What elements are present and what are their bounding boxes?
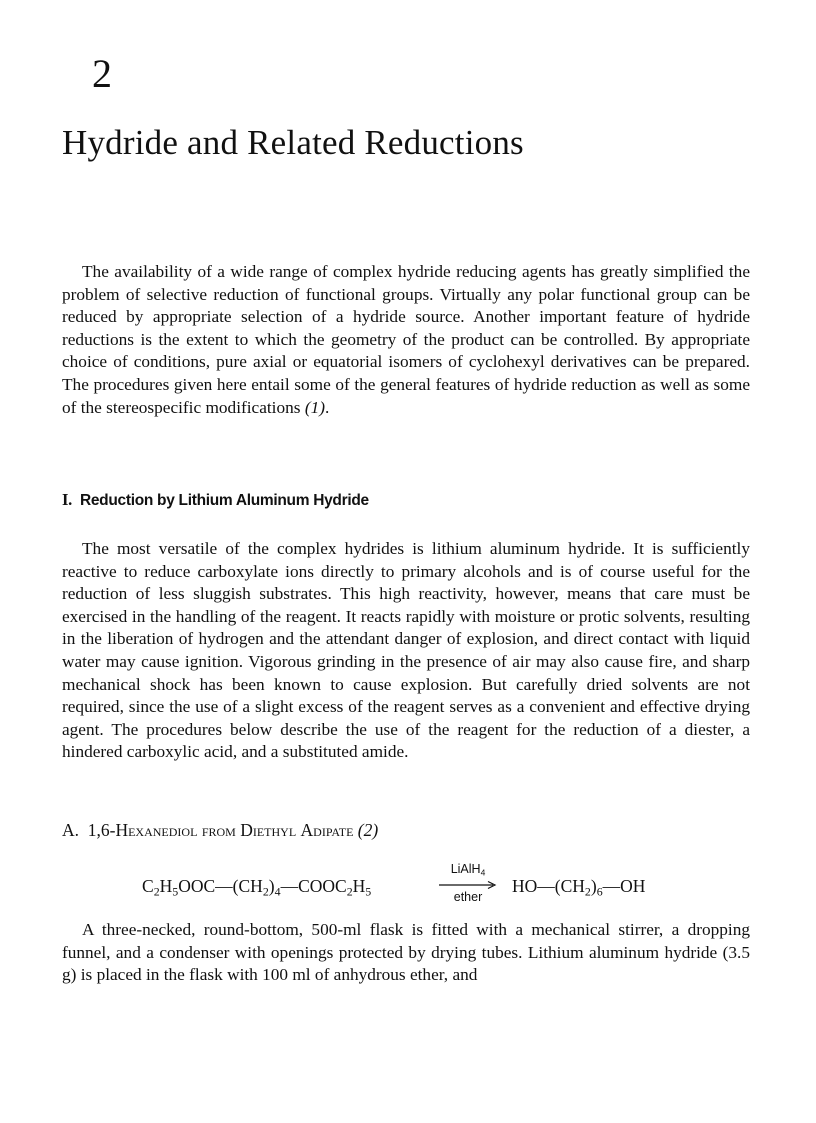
chapter-number: 2	[92, 51, 112, 96]
eq-sub: 5	[172, 884, 179, 899]
subsection-reference: (2)	[357, 820, 379, 840]
procedure-paragraph: A three-necked, round-bottom, 500-ml flask is fitted with a mechanical stirrer, a dropping funnel, and a condenser with openings protected by drying tubes. Lithium aluminum hydride (3.5 g) is placed in the flask with 100 ml of anhydrous ether, and	[62, 920, 750, 985]
eq-h: H	[352, 876, 366, 896]
reagent-sub: 4	[480, 867, 486, 878]
subsection-letter: A.	[62, 820, 80, 840]
intro-end: .	[324, 397, 330, 417]
reagent-label	[437, 862, 499, 876]
eq-chain: OOC—(CH	[178, 876, 263, 896]
eq-product-tail: —OH	[602, 876, 646, 896]
eq-h: H	[159, 876, 173, 896]
equation-product	[512, 876, 645, 897]
eq-paren: )	[268, 876, 275, 896]
subsection-reactant-2: Adipate	[300, 820, 354, 840]
eq-sub: 5	[365, 884, 372, 899]
eq-sub: 2	[262, 884, 269, 899]
eq-sub: 2	[346, 884, 353, 899]
reagent-formula: LiAlH	[450, 862, 481, 876]
subsection-compound: Hexanediol	[115, 820, 198, 840]
solvent-label: ether	[453, 890, 483, 904]
subsection-reactant-1: Diethyl	[240, 820, 297, 840]
eq-sub: 2	[153, 884, 160, 899]
section-number: I.	[62, 490, 72, 509]
equation-reactant	[142, 876, 371, 897]
subsection-num: 1,6-	[87, 820, 116, 840]
section-title: Reduction by Lithium Aluminum Hydride	[79, 492, 369, 509]
eq-ester: —COOC	[280, 876, 347, 896]
section-paragraph: The most versatile of the complex hydrides is lithium aluminum hydride. It is sufficiently reactive to reduce carboxylate ions directly to primary alcohols and is of course useful for the reduction of less sluggish substrates. This high reactivity, however, means that care must be exercised in the handling of the reagent. It reacts rapidly with moisture or protic solvents, resulting in the liberation of hydrogen and the attendant danger of explosion, and direct contact with liquid water may cause ignition. Vigorous grinding in the presence of air may also cause fire, and sharp mechanical shock has been known to cause explosion. But carefully dried solvents are not required, since the use of a slight excess of the reagent serves as a convenient and effective drying agent. The procedures below describe the use of the reagent for the reduction of a diester, a hindered carboxylic acid, and a substituted amide.	[62, 539, 750, 762]
subsection-heading	[62, 819, 378, 841]
reaction-equation	[142, 862, 702, 912]
reaction-arrow-icon	[439, 880, 497, 890]
eq-sub: 4	[274, 884, 281, 899]
eq-sub: 6	[596, 884, 603, 899]
intro-reference: (1)	[304, 397, 325, 417]
reaction-arrow-group	[437, 862, 499, 912]
intro-text: The availability of a wide range of complex hydride reducing agents has greatly simplified the problem of selective reduction of functional groups. Virtually any polar functional group can be reduced by appropriate selection of a hydride source. Another important feature of hydride reductions is the extent to which the geometry of the product can be controlled. By appropriate choice of conditions, pure axial or equatorial isomers of cyclohexyl derivatives can be prepared. The procedures given here entail some of the general features of hydride reduction as well as some of the stereospecific modifications	[62, 262, 750, 417]
eq-c: C	[142, 876, 154, 896]
intro-paragraph	[62, 261, 750, 419]
eq-product-head: HO—(CH	[512, 876, 585, 896]
eq-paren: )	[590, 876, 597, 896]
chapter-title: Hydride and Related Reductions	[62, 123, 524, 162]
subsection-from: from	[201, 820, 236, 840]
section-heading	[62, 490, 369, 511]
eq-sub: 2	[584, 884, 591, 899]
